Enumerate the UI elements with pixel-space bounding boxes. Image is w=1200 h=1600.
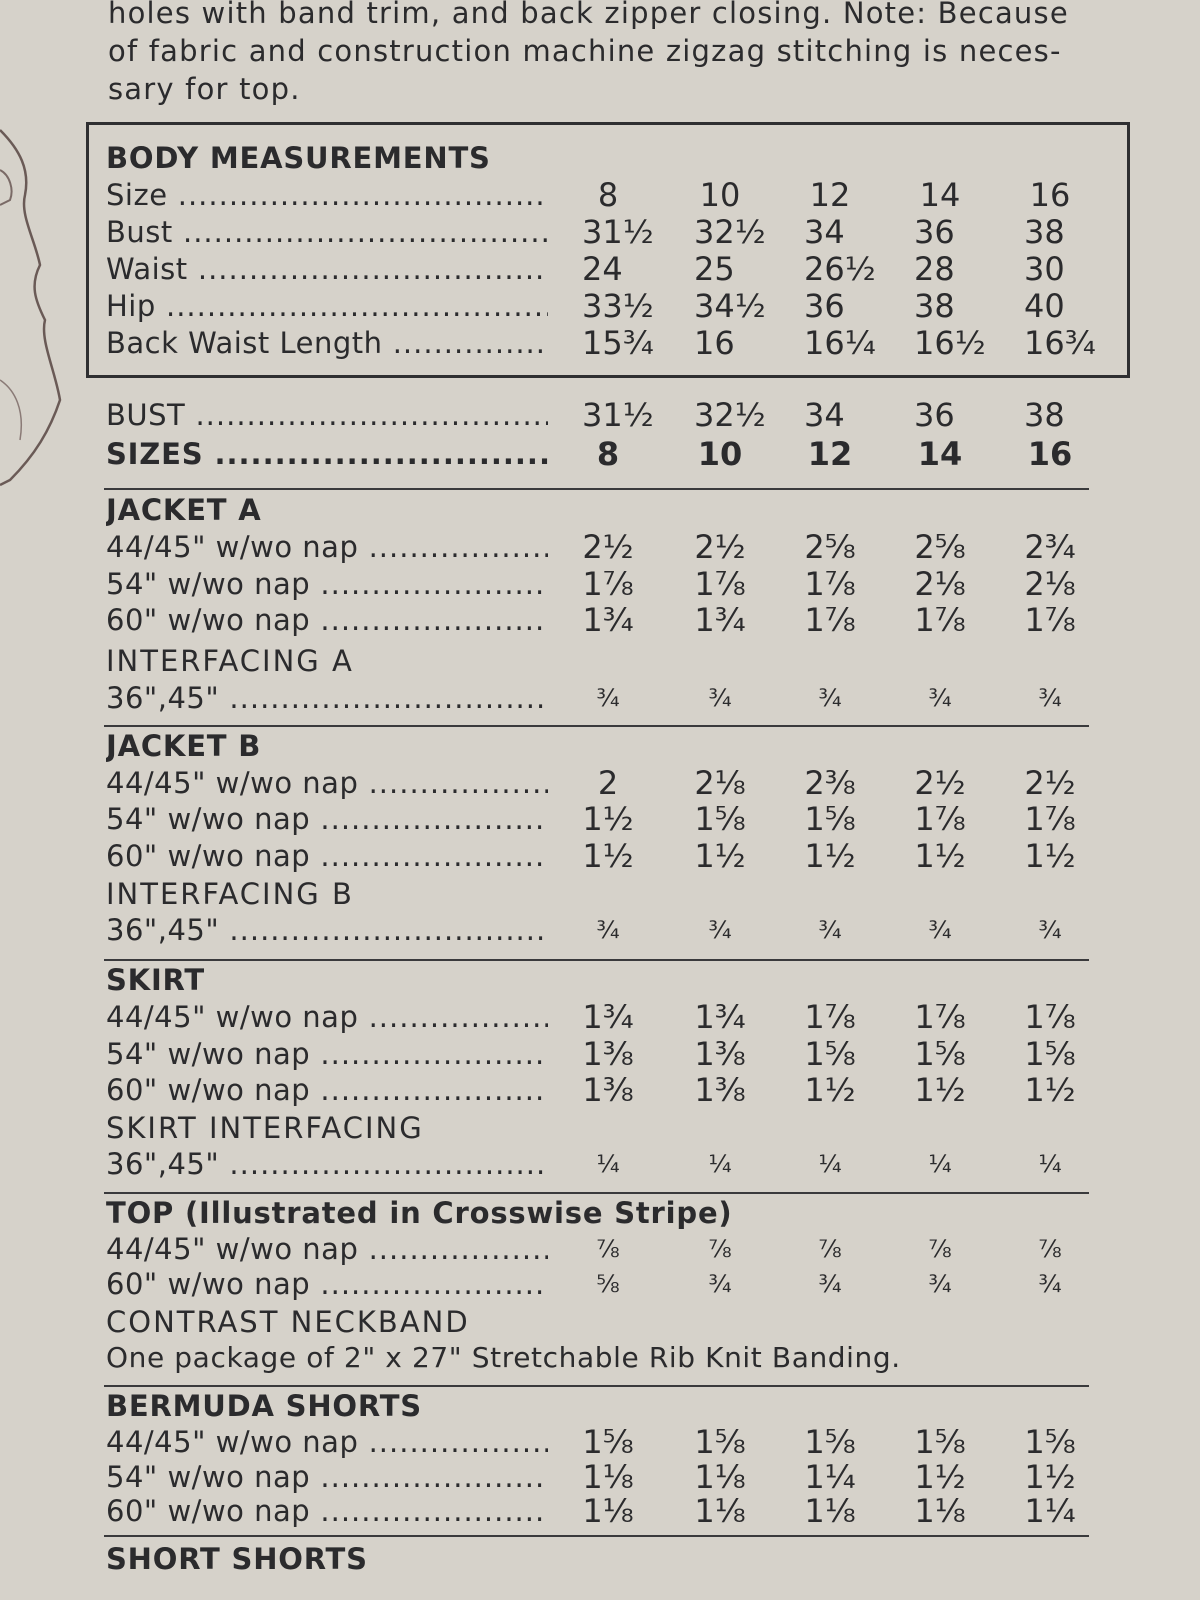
table-row <box>106 1036 1106 1072</box>
cell-value: 34½ <box>694 287 766 325</box>
table-row <box>106 214 1106 250</box>
bust-header-row <box>106 397 1106 433</box>
cell-value: 1½ <box>582 800 634 838</box>
cell-value: ¾ <box>928 684 952 712</box>
short-shorts-heading: SHORT SHORTS <box>106 1542 368 1576</box>
skirt-interfacing-heading: SKIRT INTERFACING <box>106 1111 424 1145</box>
cell-value: ¾ <box>928 1270 952 1298</box>
cell-value: 1⅝ <box>694 800 746 838</box>
cell-value: 1½ <box>804 1071 856 1109</box>
sub-heading-row <box>106 1110 1106 1146</box>
cell-value: 34 <box>804 213 845 251</box>
sizes-label: SIZES ..... <box>106 436 548 472</box>
cell-value: 1½ <box>914 1071 966 1109</box>
cell-value: 16½ <box>914 324 986 362</box>
cell-value: ¾ <box>818 684 842 712</box>
cell-value: 1⅞ <box>1024 998 1076 1036</box>
cell-value: 1⅜ <box>582 1071 634 1109</box>
section-divider <box>104 1535 1089 1537</box>
body-measurements-heading-row <box>106 140 1106 176</box>
row-label: 44/45" w/wo nap ..... <box>106 1231 548 1267</box>
cell-value: 2½ <box>1024 764 1076 802</box>
cell-value: ¾ <box>596 916 620 944</box>
cell-value: ¾ <box>596 684 620 712</box>
cell-value: ¾ <box>818 916 842 944</box>
cell-value: 10 <box>699 176 741 214</box>
cell-value: 1½ <box>694 837 746 875</box>
cell-value: 16 <box>1029 176 1071 214</box>
cell-value: ⅞ <box>596 1235 620 1263</box>
cell-value: ¼ <box>596 1150 620 1178</box>
row-label: 54" w/wo nap ..... <box>106 566 548 602</box>
intro-line: holes with band trim, and back zipper closing. Note: Because <box>108 0 1069 30</box>
table-row <box>106 566 1106 602</box>
cell-value: 2⅛ <box>1024 565 1076 603</box>
cell-value: 1½ <box>1024 837 1076 875</box>
cell-value: 12 <box>807 435 853 473</box>
table-row <box>106 251 1106 287</box>
table-row <box>106 680 1106 716</box>
row-label: Hip ..... <box>106 288 548 324</box>
cell-value: 1⅜ <box>694 1035 746 1073</box>
table-row <box>106 1231 1106 1267</box>
section-heading-row <box>106 728 1106 764</box>
cell-value: 1⅝ <box>582 1423 634 1461</box>
cell-value: 1¾ <box>694 998 746 1036</box>
table-row <box>106 999 1106 1035</box>
row-label: 60" w/wo nap ..... <box>106 1072 548 1108</box>
bust-label: BUST ..... <box>106 397 548 433</box>
cell-value: ¾ <box>1038 684 1062 712</box>
cell-value: 1⅝ <box>804 1423 856 1461</box>
cell-value: 1¾ <box>582 601 634 639</box>
section-divider <box>104 1385 1089 1387</box>
sub-heading-row <box>106 1304 1106 1340</box>
section-divider <box>104 725 1089 727</box>
cell-value: 1⅜ <box>582 1035 634 1073</box>
table-row <box>106 177 1106 213</box>
row-label: 36",45" ..... <box>106 680 548 716</box>
cell-value: ¾ <box>818 1270 842 1298</box>
row-label: 36",45" ..... <box>106 1146 548 1182</box>
cell-value: 2¾ <box>1024 528 1076 566</box>
cell-value: 2⅝ <box>914 528 966 566</box>
skirt-heading: SKIRT <box>106 963 205 997</box>
table-row <box>106 602 1106 638</box>
section-divider <box>104 959 1089 961</box>
cell-value: 1½ <box>582 837 634 875</box>
row-label: Waist ..... <box>106 251 548 287</box>
cell-value: 1⅞ <box>804 565 856 603</box>
cell-value: ¾ <box>708 916 732 944</box>
cell-value: 2½ <box>694 528 746 566</box>
cell-value: ¼ <box>928 1150 952 1178</box>
cell-value: ⅞ <box>1038 1235 1062 1263</box>
cell-value: 2⅜ <box>804 764 856 802</box>
pattern-description-text <box>108 0 1118 108</box>
cell-value: 1⅞ <box>1024 601 1076 639</box>
cell-value: 1¼ <box>1024 1492 1076 1530</box>
cell-value: 14 <box>919 176 961 214</box>
row-label: 60" w/wo nap ..... <box>106 602 548 638</box>
section-heading-row <box>106 962 1106 998</box>
cell-value: 1⅛ <box>914 1492 966 1530</box>
table-row <box>106 838 1106 874</box>
row-label: 54" w/wo nap ..... <box>106 801 548 837</box>
cell-value: ¾ <box>708 1270 732 1298</box>
row-label: 60" w/wo nap ..... <box>106 1493 548 1529</box>
cell-value: 1⅝ <box>1024 1035 1076 1073</box>
garment-sketch-illustration <box>0 0 90 520</box>
table-row <box>106 1459 1106 1495</box>
table-row <box>106 801 1106 837</box>
cell-value: 1⅞ <box>914 998 966 1036</box>
cell-value: 14 <box>917 435 963 473</box>
cell-value: 38 <box>1024 396 1065 434</box>
cell-value: 1⅞ <box>914 800 966 838</box>
interfacing-a-heading: INTERFACING A <box>106 644 354 678</box>
table-row <box>106 288 1106 324</box>
cell-value: 1⅛ <box>804 1492 856 1530</box>
cell-value: ¾ <box>708 684 732 712</box>
cell-value: 36 <box>914 213 955 251</box>
cell-value: ⅞ <box>818 1235 842 1263</box>
cell-value: 1⅜ <box>694 1071 746 1109</box>
row-label: 44/45" w/wo nap ..... <box>106 765 548 801</box>
cell-value: 1⅛ <box>582 1492 634 1530</box>
cell-value: 2⅛ <box>694 764 746 802</box>
cell-value: 36 <box>914 396 955 434</box>
neckband-note: One package of 2" x 27" Stretchable Rib Knit Banding. <box>106 1341 901 1374</box>
cell-value: 1⅞ <box>804 998 856 1036</box>
section-heading-row <box>106 1195 1106 1231</box>
sub-heading-row <box>106 643 1106 679</box>
sizes-header-row <box>106 436 1106 472</box>
section-heading-row <box>106 1388 1106 1424</box>
bermuda-shorts-heading: BERMUDA SHORTS <box>106 1389 422 1423</box>
cell-value: 1¼ <box>804 1458 856 1496</box>
row-label: Size ..... <box>106 177 548 213</box>
cell-value: 1⅞ <box>914 601 966 639</box>
cell-value: 34 <box>804 396 845 434</box>
row-label: 44/45" w/wo nap ..... <box>106 1424 548 1460</box>
cell-value: ¼ <box>708 1150 732 1178</box>
cell-value: 31½ <box>582 213 654 251</box>
interfacing-b-heading: INTERFACING B <box>106 877 354 911</box>
row-label: 36",45" ..... <box>106 912 548 948</box>
row-label: Back Waist Length ..... <box>106 325 548 361</box>
table-row <box>106 765 1106 801</box>
cell-value: 8 <box>597 176 619 214</box>
cell-value: 36 <box>804 287 845 325</box>
sub-heading-row <box>106 876 1106 912</box>
cell-value: 1¾ <box>582 998 634 1036</box>
cell-value: 2½ <box>582 528 634 566</box>
cell-value: 38 <box>914 287 955 325</box>
section-heading-row <box>106 1541 1106 1577</box>
cell-value: 26½ <box>804 250 876 288</box>
cell-value: 10 <box>697 435 743 473</box>
cell-value: 1⅝ <box>914 1035 966 1073</box>
cell-value: ¼ <box>818 1150 842 1178</box>
cell-value: ⅞ <box>708 1235 732 1263</box>
cell-value: 1⅝ <box>914 1423 966 1461</box>
cell-value: 31½ <box>582 396 654 434</box>
table-row <box>106 1493 1106 1529</box>
table-row <box>106 1072 1106 1108</box>
table-row <box>106 529 1106 565</box>
cell-value: ¾ <box>1038 1270 1062 1298</box>
table-row <box>106 325 1106 361</box>
cell-value: 16 <box>1027 435 1073 473</box>
cell-value: 2½ <box>914 764 966 802</box>
row-label: Bust ..... <box>106 214 548 250</box>
cell-value: 28 <box>914 250 955 288</box>
cell-value: 1⅝ <box>1024 1423 1076 1461</box>
cell-value: 38 <box>1024 213 1065 251</box>
jacket-a-heading: JACKET A <box>106 493 262 527</box>
cell-value: 1½ <box>1024 1071 1076 1109</box>
section-heading-row <box>106 492 1106 528</box>
top-heading: TOP (Illustrated in Crosswise Stripe) <box>106 1196 733 1230</box>
cell-value: 40 <box>1024 287 1065 325</box>
cell-value: 2 <box>597 764 619 802</box>
cell-value: 25 <box>694 250 735 288</box>
cell-value: 24 <box>582 250 623 288</box>
table-row <box>106 1424 1106 1460</box>
cell-value: 8 <box>596 435 620 473</box>
row-label: 44/45" w/wo nap ..... <box>106 999 548 1035</box>
cell-value: ¾ <box>928 916 952 944</box>
row-label: 54" w/wo nap ..... <box>106 1036 548 1072</box>
contrast-neckband-heading: CONTRAST NECKBAND <box>106 1305 470 1339</box>
intro-line: of fabric and construction machine zigzag stitching is neces- <box>108 34 1062 68</box>
cell-value: 16 <box>694 324 735 362</box>
cell-value: 33½ <box>582 287 654 325</box>
cell-value: 1½ <box>914 837 966 875</box>
cell-value: 1⅝ <box>804 1035 856 1073</box>
cell-value: ¾ <box>1038 916 1062 944</box>
cell-value: ¼ <box>1038 1150 1062 1178</box>
row-label: 60" w/wo nap ..... <box>106 1266 548 1302</box>
cell-value: 1⅞ <box>694 565 746 603</box>
cell-value: 32½ <box>694 213 766 251</box>
cell-value: 16¼ <box>804 324 876 362</box>
table-row <box>106 1266 1106 1302</box>
cell-value: 2⅛ <box>914 565 966 603</box>
intro-line: sary for top. <box>108 72 301 106</box>
section-divider <box>104 1192 1089 1194</box>
cell-value: 1⅛ <box>694 1458 746 1496</box>
table-row <box>106 912 1106 948</box>
cell-value: 30 <box>1024 250 1065 288</box>
cell-value: 1⅞ <box>804 601 856 639</box>
cell-value: 1⅝ <box>694 1423 746 1461</box>
cell-value: 1½ <box>804 837 856 875</box>
cell-value: 1¾ <box>694 601 746 639</box>
body-measurements-heading: BODY MEASUREMENTS <box>106 141 491 175</box>
cell-value: 16¾ <box>1024 324 1096 362</box>
row-label: 54" w/wo nap ..... <box>106 1459 548 1495</box>
cell-value: 1⅛ <box>694 1492 746 1530</box>
table-row <box>106 1146 1106 1182</box>
cell-value: 1⅞ <box>582 565 634 603</box>
cell-value: 1½ <box>1024 1458 1076 1496</box>
cell-value: ⅞ <box>928 1235 952 1263</box>
cell-value: 12 <box>809 176 851 214</box>
cell-value: 1⅞ <box>1024 800 1076 838</box>
row-label: 44/45" w/wo nap ..... <box>106 529 548 565</box>
cell-value: ⅝ <box>596 1270 620 1298</box>
cell-value: 32½ <box>694 396 766 434</box>
row-label: 60" w/wo nap ..... <box>106 838 548 874</box>
cell-value: 15¾ <box>582 324 654 362</box>
cell-value: 1⅛ <box>582 1458 634 1496</box>
cell-value: 1⅝ <box>804 800 856 838</box>
cell-value: 1½ <box>914 1458 966 1496</box>
section-divider <box>104 488 1089 490</box>
jacket-b-heading: JACKET B <box>106 729 262 763</box>
cell-value: 2⅝ <box>804 528 856 566</box>
